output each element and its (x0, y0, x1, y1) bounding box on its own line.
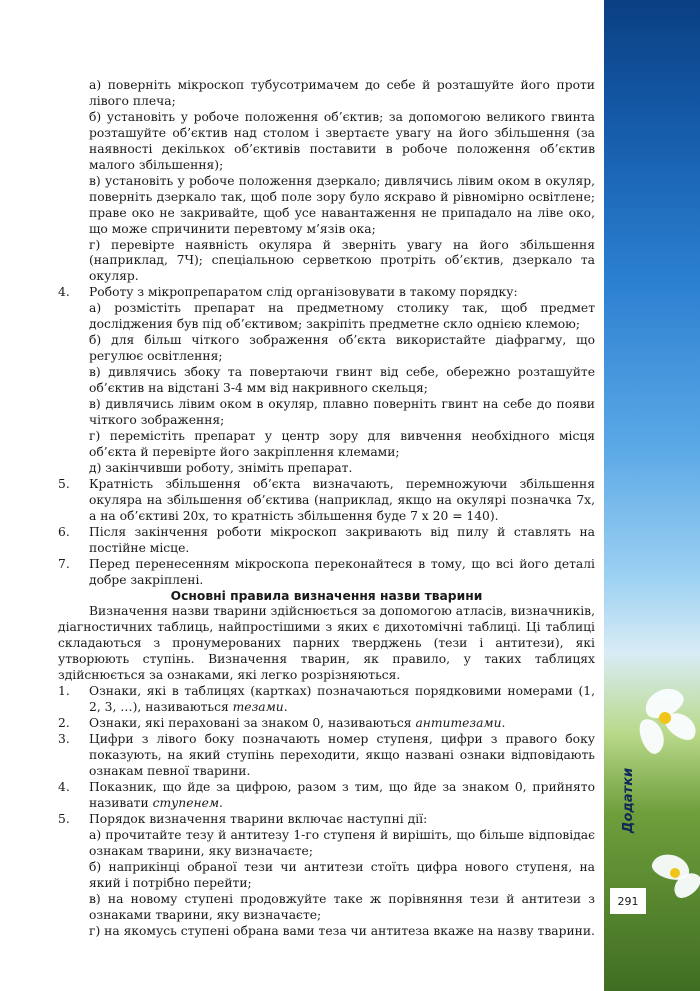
list-item: г) перевірте наявність окуляра й зверніть увагу на його збільшення (наприклад, 7Ч); спеціальною серветкою протріть об’єктив, дзеркало та окуляр. (89, 237, 595, 284)
list-item: в) установіть у робоче положення дзеркало; дивлячись лівим оком в окуляр, поверніть дзеркало так, щоб поле зору було яскраво й рівномірно освітлене; праве око не закривайте, щоб усе навантаження не припадало на ліве око, що може спричинити перевтому м’язів ока; (89, 173, 595, 236)
intro-paragraph: Визначення назви тварини здійснюється за допомогою атласів, визначників, діагностичних таблиць, найпростішими з яких є дихотомічні таблиці. Ці таблиці складаються з пронумерованих парних тверджень (тези і антитези), які утворюють ступінь. Визначення тварин, як правило, у таких таблицях здійснюється за ознаками, які легко розрізняються. (58, 604, 595, 683)
page-body (58, 78, 595, 939)
item-number: 1. (58, 684, 70, 699)
numbered-item-6 (58, 525, 595, 557)
page-number: 291 (610, 888, 646, 914)
section-tab (614, 760, 644, 840)
item-number: 7. (58, 556, 70, 571)
list-item: б) для більш чіткого зображення об’єкта використайте діафрагму, що регулює освітлення; (89, 333, 595, 364)
list-item: а) поверніть мікроскоп тубусотримачем до себе й розташуйте його проти лівого плеча; (89, 78, 595, 108)
list-item: г) на якомусь ступені обрана вами теза чи антитеза вкаже на назву тварини. (89, 923, 595, 938)
numbered-item-5 (58, 477, 595, 525)
item-text: Кратність збільшення об’єкта визначають, перемножуючи збільшення окуляра на збільшення об’єктива (наприклад, якщо на окулярі позначка 7х, а на об’єктиві 20х, то кратність збільшення буде 7 х 20 = 140). (89, 476, 595, 523)
item-number: 4. (58, 779, 70, 794)
list-item: б) установіть у робоче положення об’єктив; за допомогою великого гвинта розташуйте об’єктив над столом і звертаєте увагу на його збільшення (за наявності декількох об’єктивів поставити в робоче положення об’єктив малого збільшення); (89, 109, 595, 172)
list-item: в) дивлячись збоку та повертаючи гвинт від себе, обережно розташуйте об’єктив на відстані 3-4 мм від накривного скельця; (89, 365, 595, 396)
item-number: 5. (58, 811, 70, 826)
item-text: Ознаки, які пераховані за знаком 0, називаються антитезами. (89, 716, 506, 731)
item-text: Перед перенесенням мікроскопа переконайтеся в тому, що всі його деталі добре закріплені. (89, 556, 595, 587)
item-text: Показник, що йде за цифрою, разом з тим, що йде за знаком 0, прийнято називати ступенем. (89, 779, 595, 810)
item-number: 5. (58, 476, 70, 491)
section-heading: Основні правила визначення назви тварини (170, 588, 483, 603)
rule-2 (58, 716, 595, 732)
list-item: д) закінчивши роботу, зніміть препарат. (89, 460, 353, 475)
list-item: г) перемістіть препарат у центр зору для вивчення необхідного місця об’єкта й перевірте його закріплення клемами; (89, 428, 595, 459)
numbered-item-4 (58, 285, 595, 301)
list-item: в) дивлячись лівим оком в окуляр, плавно поверніть гвинт на себе до появи чіткого зображення; (89, 397, 595, 428)
item-text: Цифри з лівого боку позначають номер ступеня, цифри з правого боку показують, на який ступінь переходити, якщо названі ознаки відповідають ознакам певної тварини. (89, 732, 595, 778)
section-tab-label: Додатки (621, 767, 637, 833)
flower-center (670, 868, 680, 878)
decorative-sidebar-photo (604, 0, 700, 991)
item-text: Порядок визначення тварини включає наступні дії: (89, 811, 428, 826)
rule-4 (58, 780, 595, 812)
flower-center (659, 712, 671, 724)
rule-5 (58, 812, 595, 828)
list-item: б) наприкінці обраної тези чи антитези стоїть цифра нового ступеня, на який і потрібно перейти; (89, 859, 595, 890)
item-number: 3. (58, 732, 70, 747)
rule-3 (58, 732, 595, 780)
item-number: 2. (58, 716, 70, 731)
list-item: а) прочитайте тезу й антитезу 1-го ступеня й вирішіть, що більше відповідає ознакам тварини, яку визначаєте; (89, 827, 595, 858)
item-number: 6. (58, 524, 70, 539)
list-item: в) на новому ступені продовжуйте таке ж порівняння тези й антитези з ознаками тварини, яку визначаєте; (89, 891, 595, 922)
item-number: 4. (58, 285, 70, 300)
item-text: Роботу з мікропрепаратом слід організовувати в такому порядку: (89, 285, 518, 300)
item-text: Після закінчення роботи мікроскоп закривають від пилу й ставлять на постійне місце. (89, 524, 595, 555)
list-item: а) розмістіть препарат на предметному столику так, щоб предмет досліджения був під об’єктивом; закріпіть предметне скло однією клемою; (89, 301, 595, 332)
rule-1 (58, 684, 595, 716)
numbered-item-7 (58, 557, 595, 589)
item-text: Ознаки, які в таблицях (картках) позначаються порядковими номерами (1, 2, 3, …), називаються тезами. (89, 684, 595, 715)
